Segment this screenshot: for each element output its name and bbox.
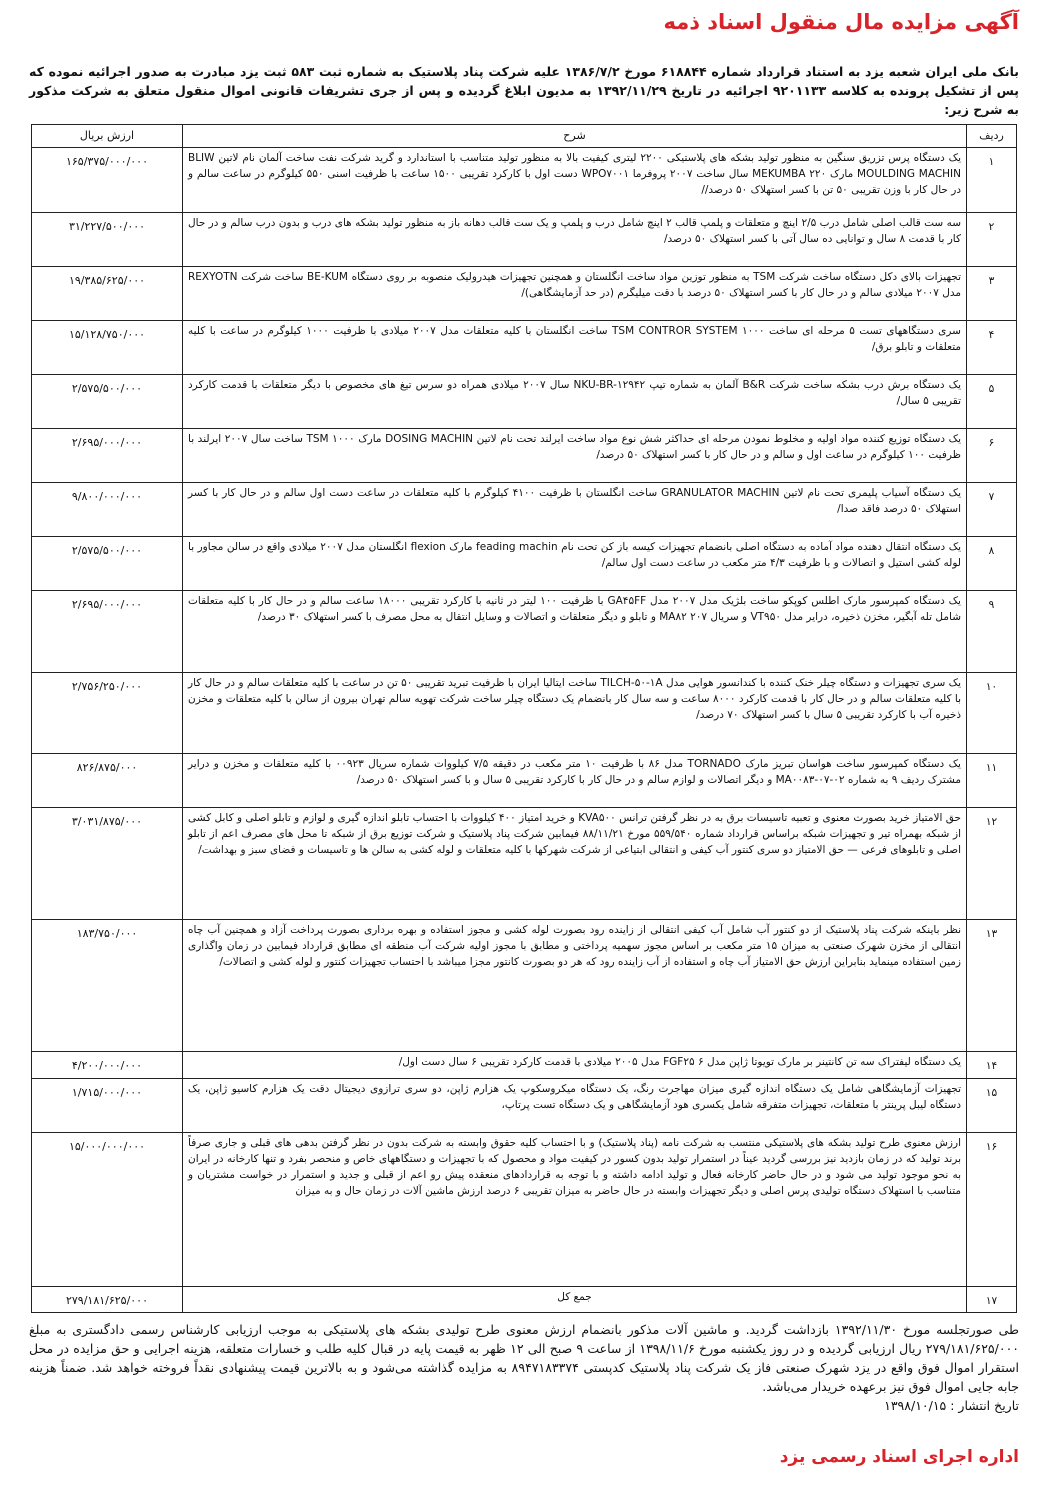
office-signature: اداره اجرای اسناد رسمی یزد xyxy=(779,1447,1019,1467)
row-value: ۲/۵۷۵/۵۰۰/۰۰۰ xyxy=(32,537,183,591)
row-value: ۲/۶۹۵/۰۰۰/۰۰۰ xyxy=(32,429,183,483)
row-description: تجهیزات آزمایشگاهی شامل یک دستگاه اندازه گیری میزان مهاجرت رنگ، یک دستگاه میکروسکوپ یک هزارم ژاپن، دو سری ترازوی دیجیتال دقت یک هزارم کاسیو ژاپن، یک دستگاه لیبل پرینتر با متعلقات، تجهیزات متفرقه شامل یکسری هود آزمایشگاهی و یک دستگاه تست پرتاپ، xyxy=(183,1078,967,1132)
row-value: ۸۲۶/۸۷۵/۰۰۰ xyxy=(32,753,183,807)
row-number: ۱۵ xyxy=(967,1078,1017,1132)
header-row-number: ردیف xyxy=(967,125,1017,148)
assets-table-wrap xyxy=(32,124,1017,1313)
row-description: یک دستگاه آسیاب پلیمری تحت نام لاتین GRANULATOR MACHIN ساخت انگلستان با ظرفیت ۴۱۰۰ کیلوگرم با کلیه متعلقات در ساعت دست اول سالم و در حال کار با کسر استهلاک ۵۰ درصد فاقد صدا/ xyxy=(183,483,967,537)
row-value: ۲/۷۵۶/۲۵۰/۰۰۰ xyxy=(32,672,183,753)
notice-title: آگهی مزایده مال منقول اسناد ذمه xyxy=(663,10,1019,34)
row-description: جمع کل xyxy=(183,1286,967,1312)
row-value: ۱۹/۳۸۵/۶۲۵/۰۰۰ xyxy=(32,266,183,320)
table-row xyxy=(32,483,1017,537)
row-number: ۶ xyxy=(967,429,1017,483)
row-description: یک دستگاه برش درب بشکه ساخت شرکت B&R آلمان به شماره تیپ NKU-BR-۱۲۹۴۲ سال ۲۰۰۷ میلادی همراه دو سرس تیغ های مخصوص با دیگر متعلقات با قدمت کارکرد تقریبی ۵ سال/ xyxy=(183,374,967,428)
table-body xyxy=(32,148,1017,1313)
publish-date: ۱۳۹۸/۱۰/۱۵ xyxy=(884,1398,947,1413)
row-number: ۱۷ xyxy=(967,1286,1017,1312)
row-number: ۲ xyxy=(967,212,1017,266)
row-value: ۲/۵۷۵/۵۰۰/۰۰۰ xyxy=(32,374,183,428)
table-row xyxy=(32,537,1017,591)
row-number: ۱۴ xyxy=(967,1051,1017,1078)
table-row xyxy=(32,753,1017,807)
row-number: ۵ xyxy=(967,374,1017,428)
table-row xyxy=(32,266,1017,320)
row-value: ۱۵/۰۰۰/۰۰۰/۰۰۰ xyxy=(32,1132,183,1286)
row-description: یک دستگاه کمپرسور مارک اطلس کوپکو ساخت بلژیک مدل ۲۰۰۷ مدل GA۴۵FF با ظرفیت ۱۰۰ لیتر در ثانیه با کارکرد تقریبی ۱۸۰۰۰ ساعت سالم و در حال کار با کلیه متعلقات شامل تله آبگیر، مخزن ذخیره، درایر مدل VT۹۵۰ و سریال MA۸۲ ۲۰۷ و تابلو و دیگر متعلقات و اتصالات و وسایل انتقال به محل مصرف با کسر استهلاک ۳۰ درصد/ xyxy=(183,591,967,672)
row-description: یک دستگاه انتقال دهنده مواد آماده به دستگاه اصلی بانضمام تجهیزات کیسه باز کن تحت نام feading machin مارک flexion انگلستان مدل ۲۰۰۷ میلادی واقع در سالن مجاور با لوله کشی استیل و اتصالات و با ظرفیت ۴/۳ متر مکعب در ساعت دست اول سالم/ xyxy=(183,537,967,591)
table-row xyxy=(32,429,1017,483)
row-value: ۲۷۹/۱۸۱/۶۲۵/۰۰۰ xyxy=(32,1286,183,1312)
table-total-row xyxy=(32,1286,1017,1312)
row-number: ۱۳ xyxy=(967,920,1017,1051)
row-number: ۴ xyxy=(967,320,1017,374)
row-description: سری دستگاههای تست ۵ مرحله ای ساخت TSM CONTROR SYSTEM ۱۰۰۰ ساخت انگلستان با کلیه متعلقات مدل ۲۰۰۷ میلادی با ظرفیت ۱۰۰۰ کیلوگرم در ساعت با کلیه متعلقات و تابلو برق/ xyxy=(183,320,967,374)
row-number: ۱۲ xyxy=(967,807,1017,919)
row-number: ۱۶ xyxy=(967,1132,1017,1286)
table-row xyxy=(32,1078,1017,1132)
table-row xyxy=(32,148,1017,213)
row-description: یک دستگاه کمپرسور ساخت هواسان تبریز مارک TORNADO مدل ۸۶ با ظرفیت ۱۰ متر مکعب در دقیقه ۷/۵ کیلووات شماره سریال ۰۰۹۲۳ با کلیه متعلقات و مخزن و درایر مشترک ردیف ۹ به شماره MA۰۰۸۳-۰۷-۰۲ و دیگر اتصالات و لوازم سالم و در حال کار با کارکرد تقریبی ۵ سال و با کسر استهلاک ۵۰ درصد/ xyxy=(183,753,967,807)
table-row xyxy=(32,212,1017,266)
header-description: شرح xyxy=(183,125,967,148)
table-row xyxy=(32,920,1017,1051)
row-description: حق الامتیاز خرید بصورت معنوی و تعبیه تاسیسات برق به در نظر گرفتن ترانس KVA۵۰۰ و خرید امتیاز ۴۰۰ کیلووات با احتساب تابلو اندازه گیری و لوازم و تابلو اصلی و کابل کشی از شبکه بهمراه تیر و تجهیزات شبکه براساس قرارداد شماره ۵۵۹/۵۴۰ مورخ ۸۸/۱۱/۲۱ فیمابین شرکت پناد پلاستیک و شرکت توزیع برق از شبکه تا محل های مصرف اعم از تابلو اصلی و تابلوهای فرعی — حق الامتیاز دو سری کنتور آب کیفی و انتقالی ابتیاعی از شرکت شهرکها با کلیه متعلقات و لوله کشی به سالن ها و تاسیسات و فضای سبز و بهداشت/ xyxy=(183,807,967,919)
notice-footer xyxy=(29,1320,1019,1415)
row-value: ۱۸۳/۷۵۰/۰۰۰ xyxy=(32,920,183,1051)
row-value: ۱۶۵/۳۷۵/۰۰۰/۰۰۰ xyxy=(32,148,183,213)
table-row xyxy=(32,672,1017,753)
table-row xyxy=(32,320,1017,374)
row-value: ۱/۷۱۵/۰۰۰/۰۰۰ xyxy=(32,1078,183,1132)
row-number: ۹ xyxy=(967,591,1017,672)
row-description: تجهیزات بالای دکل دستگاه ساخت شرکت TSM به منظور توزین مواد ساخت انگلستان و همچنین تجهیزات هیدرولیک منصوبه بر روی دستگاه BE-KUM ساخت شرکت REXYOTN مدل ۲۰۰۷ میلادی سالم و در حال کار با کسر استهلاک ۵۰ درصد با دقت میلیگرم (در حد آزمایشگاهی)/ xyxy=(183,266,967,320)
row-value: ۴/۲۰۰/۰۰۰/۰۰۰ xyxy=(32,1051,183,1078)
row-description: یک دستگاه توزیع کننده مواد اولیه و مخلوط نمودن مرحله ای حداکثر شش نوع مواد ساخت ایرلند تحت نام لاتین DOSING MACHIN مارک TSM ۱۰۰۰ ساخت سال ۲۰۰۷ ایرلند با ظرفیت ۱۰۰ کیلوگرم در ساعت اول و سالم و در حال کار با کسر استهلاک ۵۰ درصد/ xyxy=(183,429,967,483)
row-value: ۲/۶۹۵/۰۰۰/۰۰۰ xyxy=(32,591,183,672)
row-description: یک سری تجهیزات و دستگاه چیلر خنک کننده با کندانسور هوایی مدل TILCH-۵۰-۱A ساخت ایتالیا ایران با ظرفیت تبرید تقریبی ۵۰ تن در ساعت با کلیه متعلقات سالم و در حال کار با کلیه متعلقات سالم و در حال کار با قدمت کارکرد ۸۰۰۰ ساعت و سه سال کار بانضمام یک دستگاه چیلر ساخت شرکت تهویه سالم تهران بیرون از سالن با کلیه متعلقات و مخزن ذخیره آب با کارکرد تقریبی ۵ سال با کسر استهلاک ۷۰ درصد/ xyxy=(183,672,967,753)
row-value: ۹/۸۰۰/۰۰۰/۰۰۰ xyxy=(32,483,183,537)
row-value: ۳۱/۲۲۷/۵۰۰/۰۰۰ xyxy=(32,212,183,266)
footer-text: طی صورتجلسه مورخ ۱۳۹۲/۱۱/۳۰ بازداشت گردید. و ماشین آلات مذکور بانضمام ارزش معنوی طرح تولیدی بشکه های پلاستیکی به موجب ارزیابی کارشناس رسمی دادگستری به مبلغ ۲۷۹/۱۸۱/۶۲۵/۰۰۰ ریال ارزیابی گردیده و در روز یکشنبه مورخ ۱۳۹۸/۱۱/۶ از ساعت ۹ صبح الی ۱۲ ظهر به قیمت پایه در قبال کلیه طلب و خسارات متعلقه، هزینه اجرایی و حق مزایده در محل استقرار اموال فوق واقع در یزد شهرک صنعتی فاز یک شرکت پناد پلاستیک کدپستی ۸۹۴۷۱۸۳۳۷۴ به مزایده گذاشته می‌شود و به بالاترین قیمت پیشنهادی نقداً فروخته خواهد شد. ضمناً هزینه جابه جایی اموال فوق نیز برعهده خریدار می‌باشد. xyxy=(29,1322,1019,1394)
row-number: ۱۱ xyxy=(967,753,1017,807)
table-row xyxy=(32,591,1017,672)
row-description: یک دستگاه لیفتراک سه تن کانتینر بر مارک تویوتا ژاپن مدل FGF۲۵ ۶ مدل ۲۰۰۵ میلادی با قدمت کارکرد تقریبی ۶ سال دست اول/ xyxy=(183,1051,967,1078)
table-row xyxy=(32,374,1017,428)
notice-intro: بانک ملی ایران شعبه یزد به استناد قرارداد شماره ۶۱۸۸۴۴ مورخ ۱۳۸۶/۷/۲ علیه شرکت پناد پلاستیک به شماره ثبت ۵۸۳ ثبت یزد مبادرت به صدور اجرائیه نموده که پس از تشکیل پرونده به کلاسه ۹۲۰۱۱۳۳ اجرائیه در تاریخ ۱۳۹۲/۱۱/۲۹ به مدیون ابلاغ گردیده و پس از جری تشریفات قانونی اموال منقول متعلق به شرکت مذکور به شرح زیر: xyxy=(29,64,1019,117)
row-number: ۳ xyxy=(967,266,1017,320)
row-description: سه ست قالب اصلی شامل درب ۲/۵ اینچ و متعلقات و پلمپ قالب ۲ اینچ شامل درب و پلمپ و یک ست قالب دهانه باز به منظور تولید بشکه های درب و بدون درب سالم و در حال کار با قدمت ۸ سال و توانایی ده سال آتی با کسر استهلاک ۵۰ درصد/ xyxy=(183,212,967,266)
row-number: ۷ xyxy=(967,483,1017,537)
table-row xyxy=(32,1051,1017,1078)
row-description: نظر باینکه شرکت پناد پلاستیک از دو کنتور آب شامل آب کیفی انتقالی از زاینده رود بصورت لوله کشی و مجوز استفاده و بهره برداری بصورت پرداخت آزاد و همچنین آب چاه انتقالی از مخزن شهرک صنعتی به میزان ۱۵ متر مکعب بر اساس مجوز سهمیه پرداختی و مطابق با مجوز اولیه شرکت آب منطقه ای مطابق قرارداد فیمابین در زمان واگذاری زمین استفاده مینماید بنابراین ارزش حق الامتیاز آب چاه و استفاده از آب زاینده رود که هر دو بصورت کانتور مجزا میباشد با احتساب تجهیزات کنتور و لوله کشی و اتصالات/ xyxy=(183,920,967,1051)
row-value: ۳/۰۳۱/۸۷۵/۰۰۰ xyxy=(32,807,183,919)
row-number: ۱ xyxy=(967,148,1017,213)
header-value: ارزش بریال xyxy=(32,125,183,148)
publish-label: تاریخ انتشار : xyxy=(950,1398,1019,1413)
row-value: ۱۵/۱۲۸/۷۵۰/۰۰۰ xyxy=(32,320,183,374)
row-description: یک دستگاه پرس تزریق سنگین به منظور تولید بشکه های پلاستیکی ۲۲۰۰ لیتری کیفیت بالا به منظور تولید متناسب با استاندارد و گرید شرکت نفت ساخت آلمان نام لاتین BLIW MOULDING MACHIN مارک MEKUMBA ۲۲۰ سال ساخت ۲۰۰۷ پروفرما WPO۷۰۰۱ دست اول با کارکرد تقریبی ۱۵۰۰ ساعت با ظرفیت اسنی ۵۵۰ کیلوگرم در ساعت سالم و در حال کار با وزن تقریبی ۵۰ تن با کسر استهلاک ۵۰ درصد// xyxy=(183,148,967,213)
row-number: ۸ xyxy=(967,537,1017,591)
table-row xyxy=(32,1132,1017,1286)
table-header-row xyxy=(32,125,1017,148)
assets-table xyxy=(31,124,1017,1313)
row-number: ۱۰ xyxy=(967,672,1017,753)
table-row xyxy=(32,807,1017,919)
row-description: ارزش معنوی طرح تولید بشکه های پلاستیکی منتسب به شرکت نامه (پناد پلاستیک) و با احتساب کلیه حقوق وابسته به شرکت بدون در نظر گرفتن بدهی های قبلی و جاری صرفاً برند تولید که در زمان بازدید نیز بررسی گردید عیناً در استمرار تولید بدون کسور در کیفیت مواد و محصول که با تجهیزات و دستگاههای خاص و منحصر بفرد و تنها کارخانه در ایران به نحو موجود تولید می شود و در حال حاضر کارخانه فعال و تولید ادامه داشته و با توجه به قراردادهای منعقده پیش رو اعم از قبلی و جدید و استمرار در خواست مشتریان و متناسب با استهلاک دستگاه تولیدی پرس اصلی و دیگر تجهیزات وابسته در حال حاضر به میزان تقریبی ۶ درصد ارزش ماشین آلات در زمان حال و به میزان xyxy=(183,1132,967,1286)
